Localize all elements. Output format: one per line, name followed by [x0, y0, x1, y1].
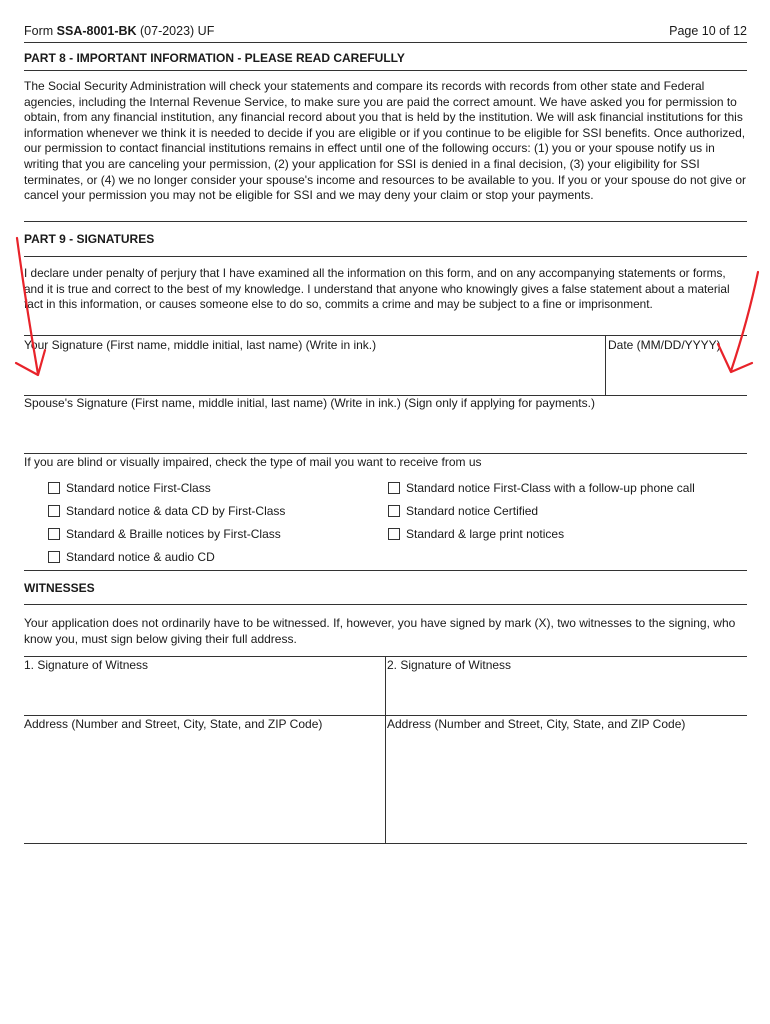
mail-option-label: Standard notice First-Class [66, 481, 211, 495]
mail-option[interactable] [48, 550, 215, 564]
divider [24, 256, 747, 257]
declaration-text: I declare under penalty of perjury that I have examined all the information on this form, and on any accompanying statements or forms, and it is true and correct to the best of my knowledge. I understand that anyone who knowingly gives a false statement about a material fact in this information, or causes someone else to do so, commits a crime and may be subject to a fine or imprisonment. [24, 266, 730, 312]
witnesses-body: Your application does not ordinarily have to be witnessed. If, however, you have signed by mark (X), two witnesses to the signing, who know you, must sign below giving their full address. [24, 616, 736, 646]
form-id [24, 24, 214, 38]
divider [24, 221, 747, 222]
divider [24, 70, 747, 71]
your-signature-label: Your Signature (First name, middle initial, last name) (Write in ink.) [24, 338, 377, 352]
witness2-signature-field[interactable] [386, 657, 747, 715]
part8-title: PART 8 - IMPORTANT INFORMATION - PLEASE READ CAREFULLY [24, 51, 405, 65]
checkbox[interactable] [388, 528, 400, 540]
mail-option[interactable] [388, 527, 564, 541]
date-field[interactable] [607, 336, 747, 395]
page-header [24, 24, 747, 40]
mail-option-label: Standard notice Certified [406, 504, 539, 518]
witnesses-title: WITNESSES [24, 581, 95, 595]
witness1-signature-field[interactable] [24, 657, 383, 715]
divider [605, 335, 606, 395]
checkbox[interactable] [48, 528, 60, 540]
mail-option-label: Standard notice & data CD by First-Class [66, 504, 286, 518]
witness2-address-field[interactable] [386, 716, 747, 843]
spouse-signature-label: Spouse's Signature (First name, middle initial, last name) (Write in ink.) (Sign only if applying for payments.) [24, 396, 595, 410]
page-number: Page 10 of 12 [669, 24, 747, 38]
part8-body: The Social Security Administration will check your statements and compare its records with records from other state and Federal agencies, including the Internal Revenue Service, to make sure you are paid the correct amount. We have asked you for permission to obtain, from any financial institution, any financial record about you that is held by the institution. We will ask financial institutions for this information whenever we think it is needed to decide if you are eligible or if you continue to be eligible for SSI benefits. Once authorized, our permission to contact financial institutions remains in effect until one of the following occurs: (1) you or your spouse notify us in writing that you are canceling your permission, (2) your application for SSI is denied in a final decision, (3) your eligibility for SSI terminates, or (4) we no longer consider your spouse's income and resources to be available to you. If you or your spouse do not give or cancel your permission you may not be eligible for SSI and we may deny your claim or stop your payments. [24, 79, 747, 203]
mail-option[interactable] [388, 504, 538, 518]
witness2-address-label: Address (Number and Street, City, State, and ZIP Code) [387, 717, 686, 731]
mail-prompt: If you are blind or visually impaired, check the type of mail you want to receive from us [24, 455, 482, 469]
mail-option[interactable] [48, 504, 285, 518]
form-prefix: Form [24, 24, 57, 38]
mail-option[interactable] [48, 527, 281, 541]
mail-option-label: Standard notice First-Class with a follow-up phone call [406, 481, 695, 495]
divider [24, 570, 747, 571]
spouse-signature-field[interactable] [24, 396, 747, 453]
divider [24, 453, 747, 454]
witness1-address-label: Address (Number and Street, City, State, and ZIP Code) [24, 717, 323, 731]
mail-option-label: Standard & Braille notices by First-Class [66, 527, 281, 541]
checkbox[interactable] [388, 505, 400, 517]
divider [385, 656, 386, 843]
mail-option[interactable] [48, 481, 211, 495]
witness1-address-field[interactable] [24, 716, 383, 843]
witness1-signature-label: 1. Signature of Witness [24, 658, 149, 672]
form-version: (07-2023) UF [136, 24, 215, 38]
part9-title: PART 9 - SIGNATURES [24, 232, 155, 246]
mail-option-label: Standard notice & audio CD [66, 550, 215, 564]
your-signature-field[interactable] [24, 336, 604, 395]
checkbox[interactable] [48, 482, 60, 494]
checkbox[interactable] [388, 482, 400, 494]
date-label: Date (MM/DD/YYYY) [608, 338, 721, 352]
checkbox[interactable] [48, 551, 60, 563]
form-number: SSA-8001-BK [56, 24, 137, 38]
checkbox[interactable] [48, 505, 60, 517]
divider [24, 604, 747, 605]
mail-option-label: Standard & large print notices [406, 527, 565, 541]
divider [24, 42, 747, 43]
divider [24, 843, 747, 844]
mail-option[interactable] [388, 481, 695, 495]
witness2-signature-label: 2. Signature of Witness [387, 658, 512, 672]
